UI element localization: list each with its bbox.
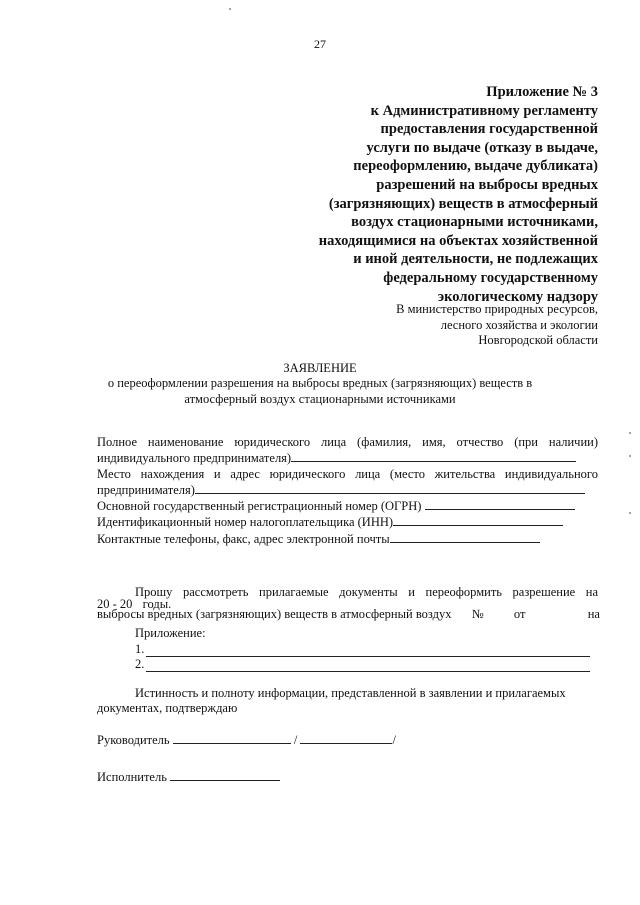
inn-label: Идентификационный номер налогоплательщика (ИНН) [97, 515, 394, 530]
attachment-item-2-input[interactable] [146, 660, 590, 672]
head-name-input[interactable] [300, 732, 392, 744]
contacts-input[interactable] [390, 531, 540, 543]
request-text-cont: выбросы вредных (загрязняющих) веществ в атмосферный воздух [97, 607, 452, 621]
executor-row [97, 769, 280, 785]
signature-slash: / [293, 733, 298, 747]
page-number: 27 [314, 37, 326, 51]
attachment-item-number: 1. [135, 642, 145, 656]
full-name-input[interactable] [291, 450, 576, 462]
ogrn-label: Основной государственный регистрационный номер (ОГРН) [97, 499, 422, 514]
addressee-line: лесного хозяйства и экологии [440, 317, 598, 332]
ogrn-input[interactable] [425, 498, 575, 510]
appendix-line: воздух стационарными источниками, [351, 214, 598, 231]
full-name-label-cont: индивидуального предпринимателя) [97, 451, 292, 466]
full-name-row [97, 450, 598, 466]
head-label: Руководитель [97, 733, 170, 747]
request-line-2 [97, 607, 598, 622]
ogrn-row [97, 498, 598, 514]
subtitle-line: о переоформлении разрешения на выбросы вредных (загрязняющих) веществ в [107, 376, 533, 390]
attachment-item-1 [135, 642, 590, 657]
appendix-line: переоформлению, выдаче дубликата) [353, 158, 598, 175]
appendix-line: Приложение № 3 [486, 84, 598, 100]
location-label-cont: предпринимателя) [97, 482, 195, 497]
location-input[interactable] [195, 482, 585, 494]
applicant-fields [97, 435, 598, 547]
permit-date-label: от [513, 607, 526, 621]
period-year-from: 20 [97, 597, 110, 611]
appendix-line: экологическому надзору [437, 288, 598, 305]
attachment-item-number: 2. [135, 657, 145, 671]
head-signature-row [97, 732, 396, 748]
appendix-line: и иной деятельности, не подлежащих [353, 251, 598, 268]
confirmation-text-cont: документах, подтверждаю [97, 701, 238, 715]
permit-number-label: № [471, 607, 484, 621]
contacts-label: Контактные телефоны, факс, адрес электронной почты [97, 531, 390, 546]
scan-dot [629, 512, 631, 514]
appendix-line: (загрязняющих) веществ в атмосферный [328, 195, 598, 212]
document-title: ЗАЯВЛЕНИЕ [283, 361, 357, 375]
signature-slash: / [392, 733, 396, 747]
location-row [97, 482, 598, 498]
appendix-line: находящимися на объектах хозяйственной [318, 232, 598, 249]
appendix-header [268, 83, 598, 306]
addressee-block [396, 302, 598, 349]
attachment-heading: Приложение: [135, 626, 206, 640]
appendix-line: разрешений на выбросы вредных [376, 176, 598, 193]
addressee-line: Новгородской области [478, 333, 598, 347]
scan-dot [629, 432, 631, 434]
contacts-row [97, 531, 598, 547]
inn-input[interactable] [393, 514, 563, 526]
attachment-item-1-input[interactable] [146, 645, 590, 657]
period-label: на [587, 607, 600, 621]
scan-dot [629, 455, 631, 457]
inn-row [97, 514, 598, 530]
appendix-line: федеральному государственному [383, 269, 598, 286]
full-name-label: Полное наименование юридического лица (фамилия, имя, отчество (при наличии) [97, 435, 598, 449]
request-text: Прошу рассмотреть прилагаемые документы и переоформить разрешение на [135, 585, 598, 599]
period-year-to: 20 [119, 597, 133, 611]
executor-label: Исполнитель [97, 770, 167, 784]
confirmation-text: Истинность и полноту информации, представленной в заявлении и прилагаемых [135, 686, 566, 700]
period-years-label: годы. [142, 597, 172, 611]
appendix-line: услуги по выдаче (отказу в выдаче, [366, 139, 598, 156]
head-signature-input[interactable] [173, 732, 291, 744]
request-line-1 [97, 585, 598, 600]
period-years-line [97, 597, 171, 612]
addressee-line: В министерство природных ресурсов, [396, 302, 598, 316]
attachment-item-2 [135, 657, 590, 672]
subtitle-line: атмосферный воздух стационарными источниками [184, 391, 456, 406]
scan-dot [229, 8, 231, 10]
period-dash: - [112, 597, 117, 611]
appendix-line: к Административному регламенту [370, 102, 598, 119]
document-subtitle [90, 376, 550, 407]
location-label: Место нахождения и адрес юридического лица (место жительства индивидуального [97, 466, 598, 481]
executor-input[interactable] [170, 769, 280, 781]
appendix-line: предоставления государственной [380, 121, 598, 138]
